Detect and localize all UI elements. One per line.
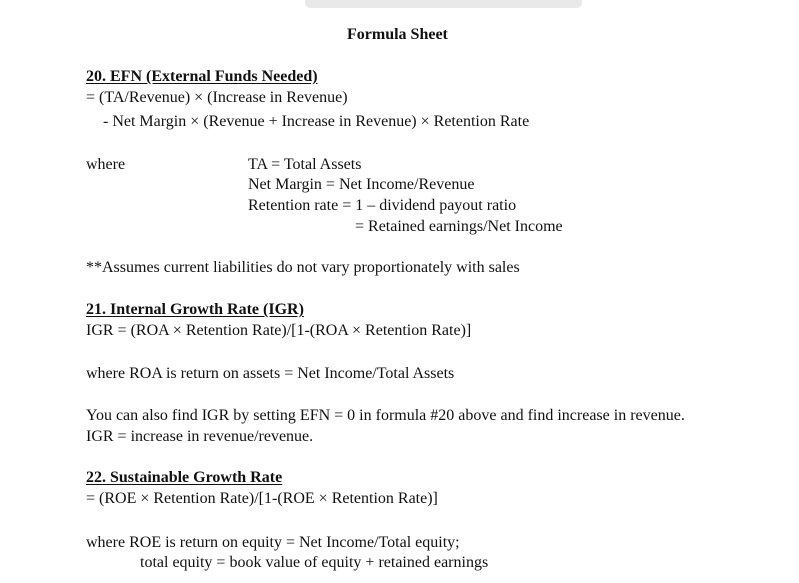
efn-definition-retention-rate-alt: = Retained earnings/Net Income	[355, 218, 563, 235]
page-title: Formula Sheet	[347, 26, 448, 43]
efn-formula-line-2: - Net Margin × (Revenue + Increase in Revenue) × Retention Rate	[103, 113, 530, 130]
sgr-formula: = (ROE × Retention Rate)/[1-(ROE × Retention Rate)]	[86, 490, 438, 507]
efn-definition-net-margin: Net Margin = Net Income/Revenue	[248, 176, 475, 193]
sgr-where-line-2: total equity = book value of equity + retained earnings	[140, 554, 489, 571]
top-scroll-bar	[305, 0, 582, 8]
efn-heading: 20. EFN (External Funds Needed)	[86, 68, 318, 85]
efn-where-label: where	[86, 156, 126, 173]
efn-definition-retention-rate: Retention rate = 1 – dividend payout ratio	[248, 197, 517, 214]
efn-assumption-note: **Assumes current liabilities do not vary proportionately with sales	[86, 259, 520, 276]
efn-definition-ta: TA = Total Assets	[248, 156, 362, 173]
igr-alternative-line-2: IGR = increase in revenue/revenue.	[86, 428, 314, 445]
igr-alternative-line-1: You can also find IGR by setting EFN = 0 in formula #20 above and find increase in revenue.	[86, 407, 685, 424]
sgr-heading: 22. Sustainable Growth Rate	[86, 469, 283, 486]
igr-formula: IGR = (ROA × Retention Rate)/[1-(ROA × Retention Rate)]	[86, 322, 472, 339]
igr-where: where ROA is return on assets = Net Income/Total Assets	[86, 365, 455, 382]
efn-formula-line-1: = (TA/Revenue) × (Increase in Revenue)	[86, 89, 348, 106]
igr-heading: 21. Internal Growth Rate (IGR)	[86, 301, 304, 318]
sgr-where-line-1: where ROE is return on equity = Net Income/Total equity;	[86, 534, 460, 551]
